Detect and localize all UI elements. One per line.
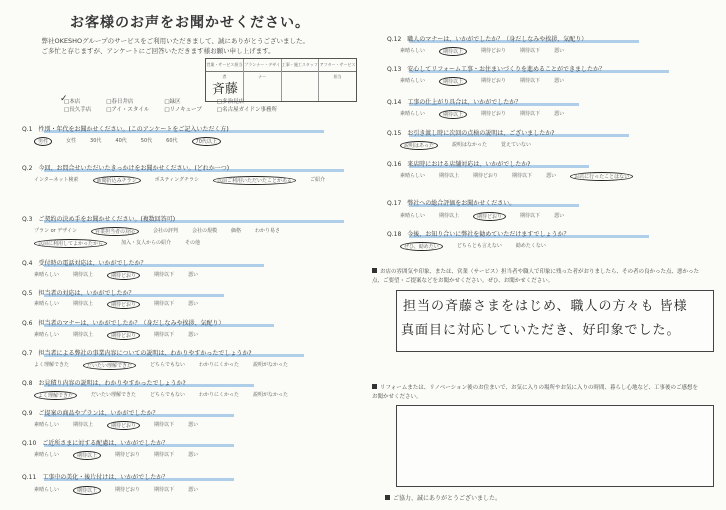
- option-q11-0[interactable]: 素晴らしい: [34, 487, 60, 493]
- option-q14-1[interactable]: 期待以上: [439, 110, 467, 119]
- option-q17-0[interactable]: 素晴らしい: [400, 213, 426, 219]
- options-q2: [34, 176, 325, 185]
- store-item: □リノキューブ: [164, 107, 202, 113]
- thanks-text: ご協力、誠にありがとうございました。: [385, 493, 501, 502]
- comment-prompt: お店の雰囲気や印象、または、営業（サービス）担当者や職人で印象に残った者がおりましたら、その者の良かった点、悪かった点、ご要望・ご提案などをお聞かせください。ぜひ、お聞かせください。: [372, 269, 700, 284]
- options-q7: [34, 361, 288, 370]
- options-q6: [34, 331, 198, 340]
- options-q3: [34, 227, 364, 248]
- option-q3-5[interactable]: わかり易さ: [255, 228, 281, 234]
- option-q16-1[interactable]: 期待以上: [439, 173, 460, 179]
- intro-line-2: ご多忙と存じますが、アンケートにご回答いただきます様お願い申し上げます。: [35, 47, 275, 55]
- option-q13-4[interactable]: 悪い: [554, 78, 565, 84]
- options-q8: [34, 391, 288, 400]
- option-q8-4[interactable]: 説明がなかった: [253, 392, 289, 398]
- option-q1-6[interactable]: 70代以上: [192, 137, 221, 146]
- option-q2-0[interactable]: インターネット検索: [34, 177, 79, 183]
- question-label-q9: Q.9 ご提案の商品やプランは、いかがでしたか？: [22, 410, 159, 417]
- option-q9-2[interactable]: 期待どおり: [107, 421, 140, 430]
- option-q1-2[interactable]: 30代: [90, 138, 102, 144]
- question-label-q14: Q.14 工事の仕上がり具合は、いかがでしたか？: [387, 99, 522, 106]
- option-q10-1[interactable]: 期待以上: [73, 451, 101, 460]
- option-q9-3[interactable]: 期待以下: [154, 422, 175, 428]
- option-q7-3[interactable]: わかりにくかった: [198, 362, 239, 368]
- option-q2-2[interactable]: ポスティングチラシ: [154, 177, 199, 183]
- option-q14-0[interactable]: 素晴らしい: [400, 111, 426, 117]
- option-q16-4[interactable]: 悪い: [546, 173, 557, 179]
- intro-line-1: 弊社OKESHOグループのサービスをご利用いただきまして、誠にありがとうございました。: [35, 37, 309, 45]
- option-q10-4[interactable]: 悪い: [188, 452, 199, 458]
- question-label-q17: Q.17 弊社への総合評価をお聞かせください。: [387, 200, 516, 207]
- question-label-q5: Q.5 担当者の対応は、いかがでしたか？: [22, 290, 135, 297]
- comment-hand-line-1: 担当の斉藤さまをはじめ、職人の方々も 皆様: [403, 299, 688, 314]
- options-q17: [400, 212, 564, 221]
- option-q16-2[interactable]: 期待どおり: [473, 173, 499, 179]
- option-q4-3[interactable]: 期待以下: [154, 272, 175, 278]
- option-q17-2[interactable]: 期待どおり: [473, 212, 506, 221]
- question-label-q6: Q.6 担当者のマナーは、いかがでしたか？（身だしなみや挨拶、気配り）: [22, 320, 225, 327]
- option-q17-1[interactable]: 期待以上: [439, 213, 460, 219]
- option-q14-2[interactable]: 期待どおり: [481, 111, 507, 117]
- option-q18-2[interactable]: 勧めたくない: [515, 243, 546, 249]
- option-q5-0[interactable]: 素晴らしい: [34, 301, 60, 307]
- option-q5-1[interactable]: 期待以上: [73, 301, 94, 307]
- question-label-q11: Q.11 工事中の美化・後片付けは、いかがでしたか？: [22, 474, 169, 481]
- options-q16: [400, 172, 633, 181]
- option-q7-2[interactable]: どちらでもない: [150, 362, 185, 368]
- options-q13: [400, 77, 564, 86]
- option-q13-3[interactable]: 期待以下: [520, 78, 541, 84]
- option-q1-0[interactable]: 男性: [34, 137, 52, 146]
- option-q14-4[interactable]: 悪い: [554, 111, 565, 117]
- options-q9: [34, 421, 198, 430]
- option-q1-1[interactable]: 女性: [66, 138, 77, 144]
- option-q13-2[interactable]: 期待どおり: [481, 78, 507, 84]
- option-q13-1[interactable]: 期待以上: [439, 77, 467, 86]
- bullet-square-icon: [372, 268, 377, 273]
- option-q15-2[interactable]: 覚えていない: [500, 142, 531, 148]
- options-q1: [34, 137, 221, 146]
- option-q3-3[interactable]: 会社の規模: [191, 228, 217, 234]
- staff-name-handwritten: 斉藤: [211, 81, 239, 98]
- option-q7-4[interactable]: 説明がなかった: [253, 362, 289, 368]
- options-q15: [400, 141, 531, 150]
- option-q2-1[interactable]: 新聞折込みチラシ: [93, 176, 141, 185]
- option-q5-2[interactable]: 期待どおり: [107, 300, 140, 309]
- option-q8-2[interactable]: どちらでもない: [150, 392, 185, 398]
- store-item: □多治見店: [216, 99, 245, 105]
- options-q12: [400, 47, 564, 56]
- store-list: [64, 98, 284, 114]
- question-label-q16: Q.16 来店時における店舗対応は、いかがでしたか?: [387, 161, 531, 168]
- option-q11-1[interactable]: 期待以上: [73, 486, 101, 495]
- option-q9-1[interactable]: 期待以上: [73, 422, 94, 428]
- option-q1-5[interactable]: 60代: [166, 138, 178, 144]
- option-q6-3[interactable]: 期待以下: [154, 332, 175, 338]
- option-q5-3[interactable]: 期待以下: [154, 301, 175, 307]
- option-q3-2[interactable]: 会社の評判: [152, 228, 178, 234]
- question-label-q3: Q.3 ご契約の決め手をお聞かせください。(複数回答可): [22, 216, 176, 223]
- option-q5-4[interactable]: 悪い: [188, 301, 199, 307]
- option-q11-3[interactable]: 期待以下: [154, 487, 175, 493]
- question-label-q10: Q.10 ご近所さまに対する配慮は、いかがでしたか？: [22, 440, 169, 447]
- option-q10-3[interactable]: 期待以下: [154, 452, 175, 458]
- check-mark-icon: ✓: [60, 94, 68, 104]
- option-q3-1[interactable]: 営業担当者の対応: [91, 227, 139, 236]
- option-q18-0[interactable]: ぜひ、勧めたい: [400, 242, 443, 251]
- option-q3-4[interactable]: 価格: [231, 228, 242, 234]
- reform-prompt: リフォームまたは、リノベーション後のお住まいで、お気に入りの場所やお気に入りの時間、暮らし心地など、工事後のご感想をお聞かせください。: [372, 385, 698, 400]
- option-q6-0[interactable]: 素晴らしい: [34, 332, 60, 338]
- box-header-construction: 工事・施工スタッフ: [282, 59, 320, 71]
- option-q6-1[interactable]: 期待以上: [73, 332, 94, 338]
- question-label-q12: Q.12 職人のマナーは、いかがでしたか？（身だしなみや挨拶、気配り）: [387, 36, 588, 43]
- options-q18: [400, 242, 546, 251]
- options-q14: [400, 110, 564, 119]
- bullet-square-icon: [385, 495, 390, 500]
- option-q3-8[interactable]: その他: [185, 240, 201, 246]
- box-header-planner: プランナー・デザイナー: [244, 59, 282, 71]
- options-q5: [34, 300, 198, 309]
- intro-text: [35, 36, 335, 56]
- option-q6-2[interactable]: 期待どおり: [107, 331, 140, 340]
- option-q4-0[interactable]: 素晴らしい: [34, 272, 60, 278]
- comment-box[interactable]: [396, 290, 714, 352]
- option-q11-2[interactable]: 期待どおり: [115, 487, 141, 493]
- option-q18-1[interactable]: どちらとも言えない: [456, 243, 502, 249]
- options-q10: [34, 451, 198, 460]
- option-q14-3[interactable]: 期待以下: [520, 111, 541, 117]
- option-q13-0[interactable]: 素晴らしい: [400, 78, 426, 84]
- options-q11: [34, 486, 198, 495]
- option-q4-2[interactable]: 期待どおり: [107, 271, 140, 280]
- store-item: □春日井店: [106, 99, 134, 105]
- page-title: お客様のお声をお聞かせください。: [70, 15, 310, 31]
- options-q4: [34, 271, 198, 280]
- question-label-q7: Q.7 担当者による弊社の事業内容についての説明は、わかりやすかったでしょうか?: [22, 350, 252, 357]
- option-q16-0[interactable]: 素晴らしい: [400, 173, 426, 179]
- box-header-after: アフター・サービス担当: [319, 62, 356, 79]
- question-label-q15: Q.15 お引き渡し時に次回の点検の説明は、ございましたか?: [387, 130, 555, 137]
- option-q8-0[interactable]: よく理解できた: [34, 391, 77, 400]
- option-q1-3[interactable]: 40代: [115, 138, 127, 144]
- option-q10-0[interactable]: 素晴らしい: [34, 452, 60, 458]
- option-q7-1[interactable]: だいたい理解できた: [83, 361, 136, 370]
- option-q7-0[interactable]: よく理解できた: [34, 362, 70, 368]
- bullet-square-icon: [372, 384, 377, 389]
- question-label-q4: Q.4 受付時の電話対応は、いかがでしたか？: [22, 260, 147, 267]
- store-item: □長久手店: [64, 107, 92, 113]
- option-q8-1[interactable]: だいたい理解できた: [91, 392, 137, 398]
- option-q2-4[interactable]: ご紹介: [310, 177, 326, 183]
- option-q4-4[interactable]: 悪い: [188, 272, 199, 278]
- store-item: □緑区: [164, 99, 181, 105]
- option-q12-1[interactable]: 期待以上: [439, 47, 467, 56]
- option-q15-1[interactable]: 説明はなかった: [451, 142, 487, 148]
- option-q2-3[interactable]: 以前ご利用いただいたことがある: [213, 176, 296, 185]
- reform-comment-box[interactable]: [396, 405, 714, 487]
- option-q3-0[interactable]: プラン or デザイン: [34, 228, 77, 234]
- option-q15-0[interactable]: 説明はあった: [400, 141, 438, 150]
- store-item: □名古屋ガイドン事務所: [216, 107, 277, 113]
- comment-hand-line-2: 真面目に対応していただき、好印象でした。: [401, 323, 681, 338]
- option-q12-0[interactable]: 素晴らしい: [400, 48, 426, 54]
- option-q3-6[interactable]: 以前に利用してよかったから: [34, 239, 107, 248]
- question-label-q1: Q.1 性別・年代をお聞かせください。(このアンケートをご記入いただく方): [22, 126, 229, 133]
- box-header-sales: 営業・サービス担当者: [206, 59, 244, 71]
- option-q12-2[interactable]: 期待どおり: [481, 48, 507, 54]
- option-q17-4[interactable]: 悪い: [554, 213, 565, 219]
- option-q6-4[interactable]: 悪い: [188, 332, 199, 338]
- option-q16-5[interactable]: お店に行ったことはない: [570, 172, 633, 181]
- option-q3-7[interactable]: 加入・友人からの紹介: [121, 240, 172, 246]
- option-q9-0[interactable]: 素晴らしい: [34, 422, 60, 428]
- question-label-q2: Q.2 今回、お問合せいただいたきっかけをお聞かせください。(どれか一つ): [22, 165, 230, 172]
- store-item: □アイ・スタイル: [106, 107, 150, 113]
- option-q4-1[interactable]: 期待以上: [73, 272, 94, 278]
- question-label-q13: Q.13 安心してリフォーム工事・お住まいづくりを進めることができましたか？: [387, 66, 605, 73]
- option-q8-3[interactable]: わかりにくかった: [198, 392, 239, 398]
- option-q12-3[interactable]: 期待以下: [520, 48, 541, 54]
- option-q12-4[interactable]: 悪い: [554, 48, 565, 54]
- option-q17-3[interactable]: 期待以下: [520, 213, 541, 219]
- option-q11-4[interactable]: 悪い: [188, 487, 199, 493]
- option-q1-4[interactable]: 50代: [140, 138, 153, 144]
- question-label-q8: Q.8 お見積り内容の説明は、わかりやすかったでしょうか?: [22, 380, 186, 387]
- option-q16-3[interactable]: 期待以下: [512, 173, 533, 179]
- question-label-q18: Q.18 今後、お知り合いに弊社を勧めていただけますでしょうか？: [387, 231, 570, 238]
- option-q10-2[interactable]: 期待どおり: [115, 452, 141, 458]
- store-item: □本店: [64, 99, 81, 105]
- option-q9-4[interactable]: 悪い: [188, 422, 199, 428]
